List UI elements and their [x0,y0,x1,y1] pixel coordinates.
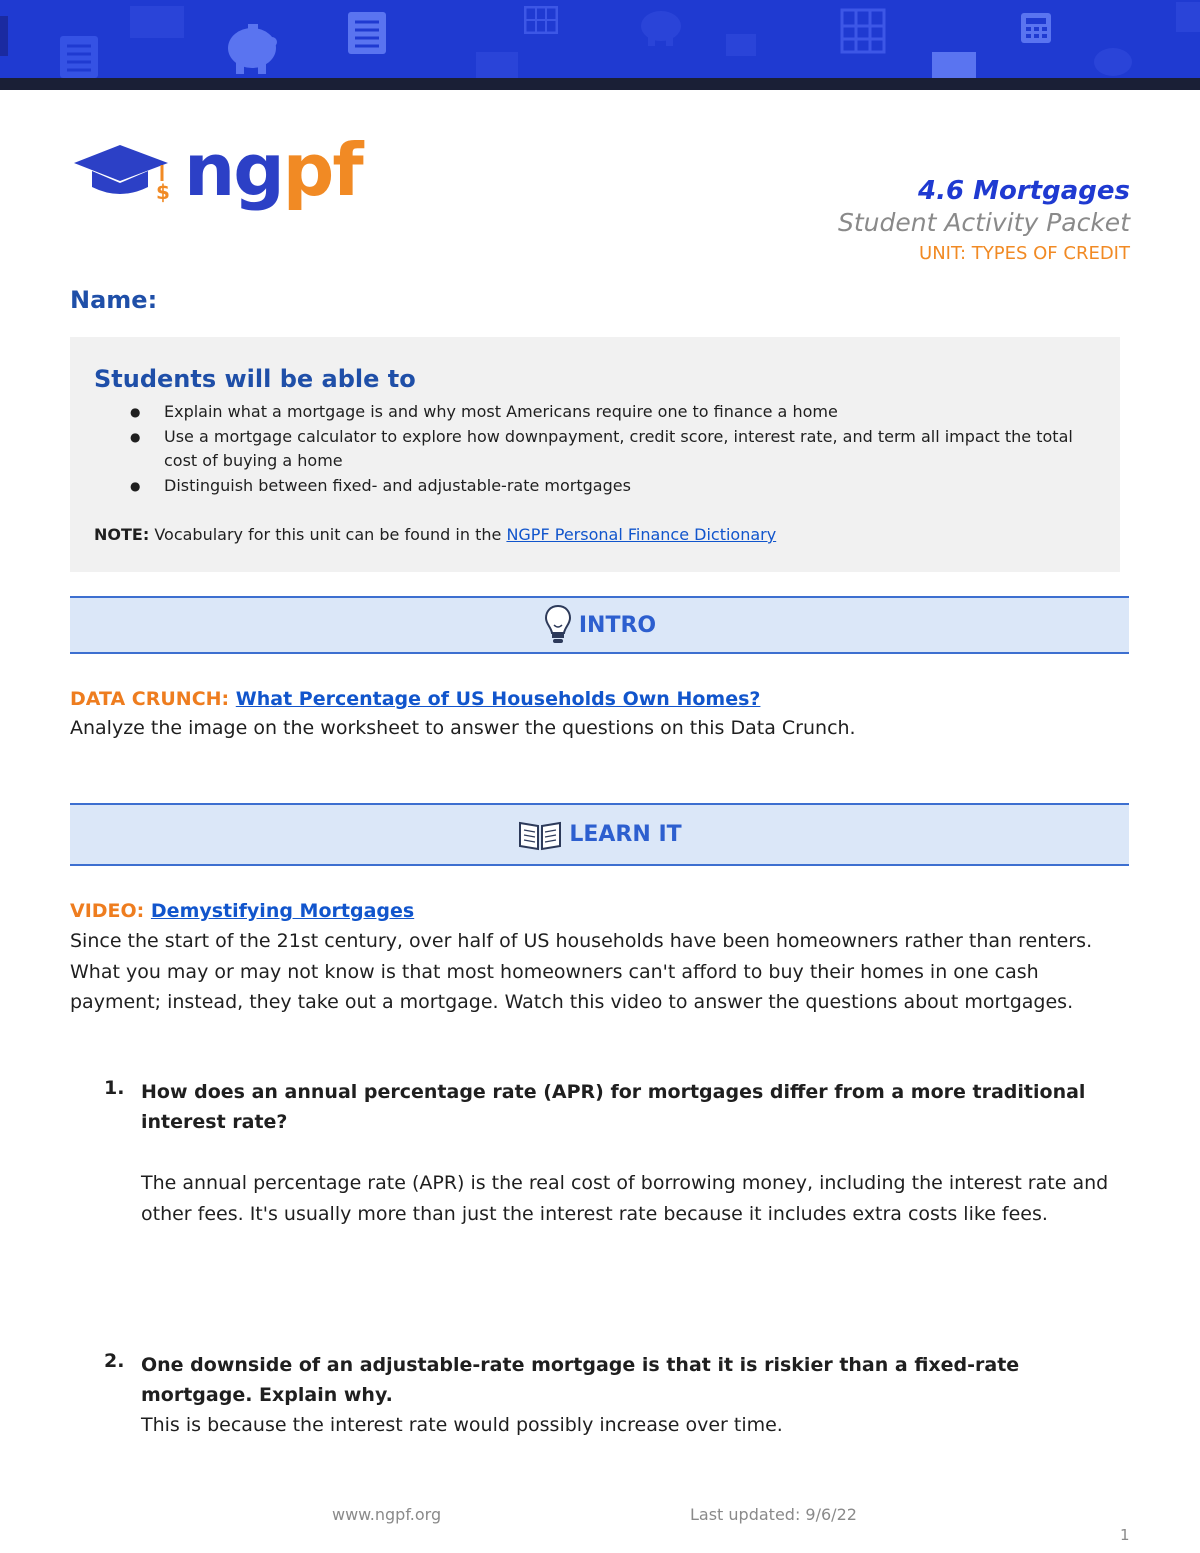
video-link[interactable]: Demystifying Mortgages [150,900,415,922]
intro-title: INTRO [578,612,657,638]
data-crunch-heading [70,686,760,712]
calculator-icon [1020,12,1052,44]
document-icon [58,34,100,78]
footer-url: www.ngpf.org [332,1505,442,1524]
ngpf-logo [70,128,362,212]
piggy-bank-icon [1090,44,1136,78]
title-block [838,176,1130,268]
folder-icon [0,16,8,56]
answer-text[interactable]: The annual percentage rate (APR) is the real cost of borrowing money, including the interest rate and other fees. It's usually more than just the interest rate because it includes extra costs like fees. [141,1172,1109,1225]
question-number: 2. [104,1350,125,1372]
packet-subtitle: Student Activity Packet [837,208,1130,237]
vocabulary-note [94,523,776,547]
footer-last-updated: Last updated: 9/6/22 [690,1505,857,1524]
graduation-cap-icon [70,135,178,205]
objectives-list [94,400,1094,498]
open-book-icon [517,818,563,852]
objectives-box [70,337,1120,572]
question-number: 1. [104,1077,125,1099]
header-stripe [0,78,1200,90]
objective-item: ● Use a mortgage calculator to explore how downpayment, credit score, interest rate, and term all impact the total cost of buying a home [94,425,1094,474]
video-description: Since the start of the 21st century, over half of US households have been homeowners rather than renters. What you may or may not know is that most homeowners can't afford to buy their homes in one cash payment; instead, they take out a mortgage. Watch this video to answer the questions about mortgages. [70,930,1093,1013]
folder-icon [476,52,518,78]
folder-icon [932,52,976,78]
intro-section-bar [70,596,1129,654]
objective-item: ● Explain what a mortgage is and why most Americans require one to finance a home [94,400,1094,425]
folder-icon [1176,2,1200,32]
folder-icon [726,34,756,56]
video-label: VIDEO: [70,900,145,922]
data-crunch-instructions: Analyze the image on the worksheet to answer the questions on this Data Crunch. [70,717,856,739]
header-banner [0,0,1200,78]
piggy-bank-icon [222,20,282,76]
logo-wordmark: ngpf [184,128,362,212]
document-icon [346,10,388,56]
question-text: One downside of an adjustable-rate mortgage is that it is riskier than a fixed-rate mortgage. Explain why. [141,1354,1020,1406]
folder-icon [130,6,184,38]
data-crunch-label: DATA CRUNCH: [70,688,230,710]
question-1 [104,1077,1114,1229]
calculator-icon [840,8,886,54]
note-label: NOTE: [94,525,150,544]
question-2 [104,1350,1114,1441]
learn-section-bar [70,803,1129,866]
data-crunch-link[interactable]: What Percentage of US Households Own Homes? [235,688,761,710]
question-text: How does an annual percentage rate (APR) for mortgages differ from a more traditional interest rate? [141,1081,1086,1133]
packet-title: 4.6 Mortgages [918,176,1130,206]
piggy-bank-icon [636,8,686,46]
learn-title: LEARN IT [569,822,682,847]
lightbulb-icon [543,603,573,647]
calculator-icon [524,6,558,34]
dictionary-link[interactable]: NGPF Personal Finance Dictionary [506,525,777,544]
name-label: Name: [70,286,158,314]
objectives-heading: Students will be able to [94,365,416,393]
note-text: Vocabulary for this unit can be found in the [154,525,502,544]
svg-text:$: $ [156,180,170,204]
answer-text[interactable]: This is because the interest rate would possibly increase over time. [141,1414,783,1436]
unit-label: UNIT: TYPES OF CREDIT [919,243,1130,264]
page-number: 1 [1120,1526,1130,1544]
objective-item: ● Distinguish between fixed- and adjustable-rate mortgages [94,474,1094,499]
video-heading [70,898,414,924]
